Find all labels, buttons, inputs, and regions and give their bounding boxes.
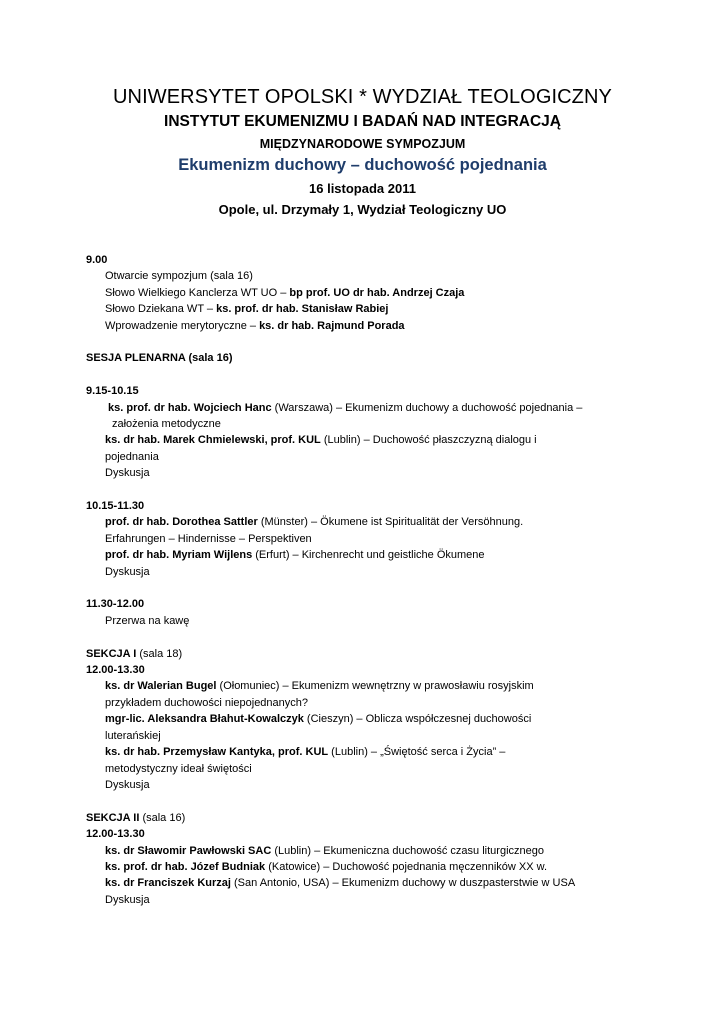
talk-continuation: luterańskiej (105, 729, 161, 742)
coffee-break-block (86, 596, 646, 629)
session-time: 9.15-10.15 (86, 385, 139, 398)
opening-time: 9.00 (86, 254, 108, 266)
plenary-heading-block (86, 350, 646, 366)
section-2-block (86, 810, 646, 908)
talk-line: ks. dr hab. Przemysław Kantyka, prof. KUL (Lublin) – „Świętość serca i Życia” – (105, 746, 506, 759)
discussion-label: Dyskusja (105, 893, 150, 906)
session-block-1 (86, 383, 646, 481)
dean-line: Słowo Dziekana WT – ks. prof. dr hab. Stanisław Rabiej (105, 303, 389, 316)
section-heading: SEKCJA II (sala 16) (86, 811, 186, 824)
talk-line: ks. prof. dr hab. Józef Budniak (Katowice) – Duchowość pojednania męczenników XX w. (105, 860, 548, 873)
symposium-title: Ekumenizm duchowy – duchowość pojednania (178, 156, 547, 174)
talk-line: prof. dr hab. Myriam Wijlens (Erfurt) – Kirchenrecht und geistliche Ökumene (105, 549, 485, 562)
talk-line: ks. prof. dr hab. Wojciech Hanc (Warszawa) – Ekumenizm duchowy a duchowość pojednania – (108, 401, 583, 414)
event-type-heading: MIĘDZYNARODOWE SYMPOZJUM (259, 137, 466, 151)
section-time: 12.00-13.30 (86, 664, 145, 677)
discussion-label: Dyskusja (105, 778, 150, 791)
talk-continuation: pojednania (105, 450, 159, 463)
session-time: 10.15-11.30 (86, 500, 145, 513)
opening-line: Otwarcie sympozjum (sala 16) (105, 270, 253, 283)
session-block-2 (86, 498, 646, 580)
talk-line: prof. dr hab. Dorothea Sattler (Münster) – Ökumene ist Spiritualität der Versöhnung. (105, 516, 524, 529)
plenary-heading: SESJA PLENARNA (sala 16) (86, 352, 233, 365)
discussion-label: Dyskusja (105, 565, 150, 578)
introduction-line: Wprowadzenie merytoryczne – ks. dr hab. Rajmund Porada (105, 319, 405, 332)
university-heading: UNIWERSYTET OPOLSKI * WYDZIAŁ TEOLOGICZNY (112, 86, 612, 108)
talk-continuation: Erfahrungen – Hindernisse – Perspektiven (105, 532, 312, 545)
talk-continuation: metodystyczny ideał świętości (105, 762, 252, 775)
institute-heading: INSTYTUT EKUMENIZMU I BADAŃ NAD INTEGRACJĄ (164, 113, 561, 130)
chancellor-line: Słowo Wielkiego Kanclerza WT UO – bp prof. UO dr hab. Andrzej Czaja (105, 286, 465, 299)
talk-line: mgr-lic. Aleksandra Błahut-Kowalczyk (Cieszyn) – Oblicza współczesnej duchowości (105, 713, 532, 726)
talk-line: ks. dr hab. Marek Chmielewski, prof. KUL (Lublin) – Duchowość płaszczyzną dialogu i (105, 434, 537, 447)
event-date: 16 listopada 2011 (309, 181, 416, 196)
event-location: Opole, ul. Drzymały 1, Wydział Teologiczny UO (218, 202, 507, 217)
section-1-block (86, 646, 646, 794)
talk-continuation: przykładem duchowości niepojednanych? (105, 696, 309, 709)
break-label: Przerwa na kawę (105, 614, 190, 627)
section-time: 12.00-13.30 (86, 828, 145, 841)
opening-block (86, 252, 646, 334)
break-time: 11.30-12.00 (86, 598, 145, 611)
talk-line: ks. dr Franciszek Kurzaj (San Antonio, USA) – Ekumenizm duchowy w duszpasterstwie w USA (105, 877, 576, 890)
talk-continuation: założenia metodyczne (112, 418, 221, 431)
talk-line: ks. dr Walerian Bugel (Ołomuniec) – Ekumenizm wewnętrzny w prawosławiu rosyjskim (105, 680, 534, 693)
programme (86, 252, 646, 925)
talk-line: ks. dr Sławomir Pawłowski SAC (Lublin) – Ekumeniczna duchowość czasu liturgicznego (105, 844, 544, 857)
section-heading: SEKCJA I (sala 18) (86, 647, 183, 660)
discussion-label: Dyskusja (105, 467, 150, 480)
